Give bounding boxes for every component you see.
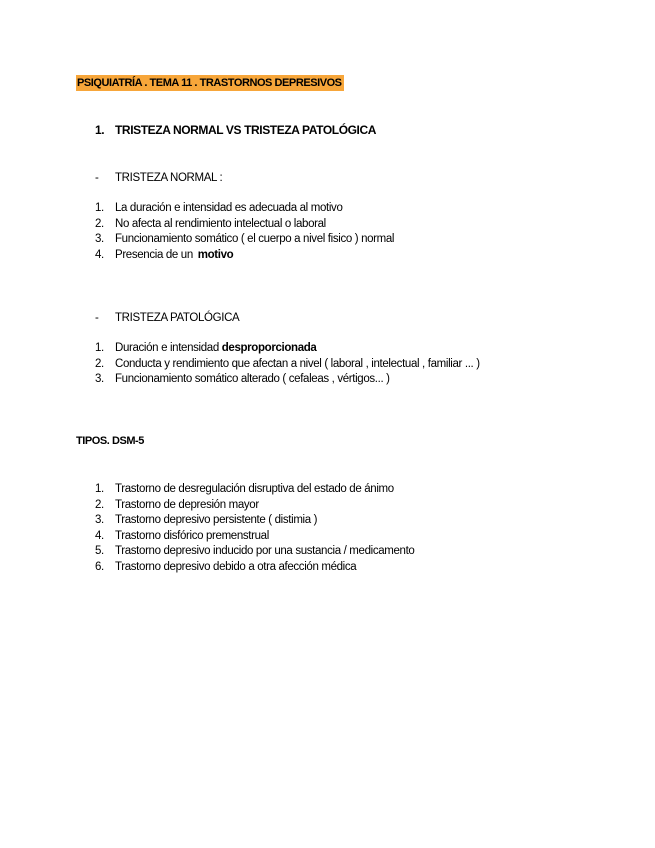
section-heading — [95, 123, 376, 138]
item-text: Trastorno de depresión mayor — [115, 498, 259, 511]
item-text: Funcionamiento somático alterado ( cefaleas , vértigos... ) — [115, 373, 390, 385]
item-text: Trastorno depresivo persistente ( distimia ) — [115, 514, 318, 526]
item-bold-text: desproporcionada — [221, 342, 317, 354]
list-item — [95, 529, 414, 545]
section-number: 1. — [95, 123, 105, 137]
list-item — [95, 482, 414, 498]
list-item — [95, 341, 480, 357]
list-item — [95, 513, 414, 529]
types-list — [95, 482, 414, 575]
list-item — [95, 201, 394, 217]
list-item — [95, 372, 480, 388]
item-text: La duración e intensidad es adecuada al motivo — [115, 202, 343, 214]
item-number: 3. — [95, 373, 104, 385]
normal-sadness-list — [95, 201, 394, 263]
types-heading: TIPOS. DSM-5 — [76, 435, 144, 447]
item-text: Duración e intensidad — [115, 342, 222, 354]
item-number: 6. — [95, 560, 104, 573]
item-text: Trastorno depresivo debido a otra afección médica — [115, 560, 357, 573]
item-number: 4. — [95, 529, 104, 542]
list-item — [95, 544, 414, 560]
list-item — [95, 248, 394, 264]
item-number: 4. — [95, 248, 104, 261]
normal-sadness-label: TRISTEZA NORMAL : — [115, 172, 223, 184]
item-number: 3. — [95, 514, 104, 526]
pathological-sadness-label: TRISTEZA PATOLÓGICA — [115, 312, 240, 324]
pathological-sadness-list — [95, 341, 480, 388]
list-item — [95, 217, 394, 233]
item-text: Funcionamiento somático ( el cuerpo a nivel fisico ) normal — [115, 233, 395, 245]
list-item — [95, 560, 414, 576]
item-number: 1. — [95, 202, 104, 214]
item-number: 2. — [95, 217, 104, 230]
item-text: Conducta y rendimiento que afectan a nivel ( laboral , intelectual , familiar ... ) — [115, 357, 480, 370]
item-number: 1. — [95, 342, 104, 354]
list-item — [95, 357, 480, 373]
document-title: PSIQUIATRÍA . TEMA 11 . TRASTORNOS DEPRESIVOS — [77, 77, 342, 89]
bullet-dash: - — [95, 172, 99, 184]
item-text: Trastorno de desregulación disruptiva del estado de ánimo — [115, 483, 394, 495]
item-text: Presencia de un — [115, 248, 196, 261]
item-bold-text: motivo — [197, 248, 234, 261]
item-number: 1. — [95, 483, 104, 495]
list-item — [95, 498, 414, 514]
list-item — [95, 232, 394, 248]
section-title: TRISTEZA NORMAL VS TRISTEZA PATOLÓGICA — [115, 123, 377, 137]
item-number: 3. — [95, 233, 104, 245]
item-text: Trastorno depresivo inducido por una sustancia / medicamento — [115, 545, 415, 557]
item-number: 2. — [95, 498, 104, 511]
item-number: 2. — [95, 357, 104, 370]
pathological-sadness-heading — [95, 311, 239, 326]
item-text: Trastorno disfórico premenstrual — [115, 529, 269, 542]
item-number: 5. — [95, 545, 104, 557]
bullet-dash: - — [95, 312, 99, 324]
normal-sadness-heading — [95, 171, 222, 186]
item-text: No afecta al rendimiento intelectual o laboral — [115, 217, 326, 230]
